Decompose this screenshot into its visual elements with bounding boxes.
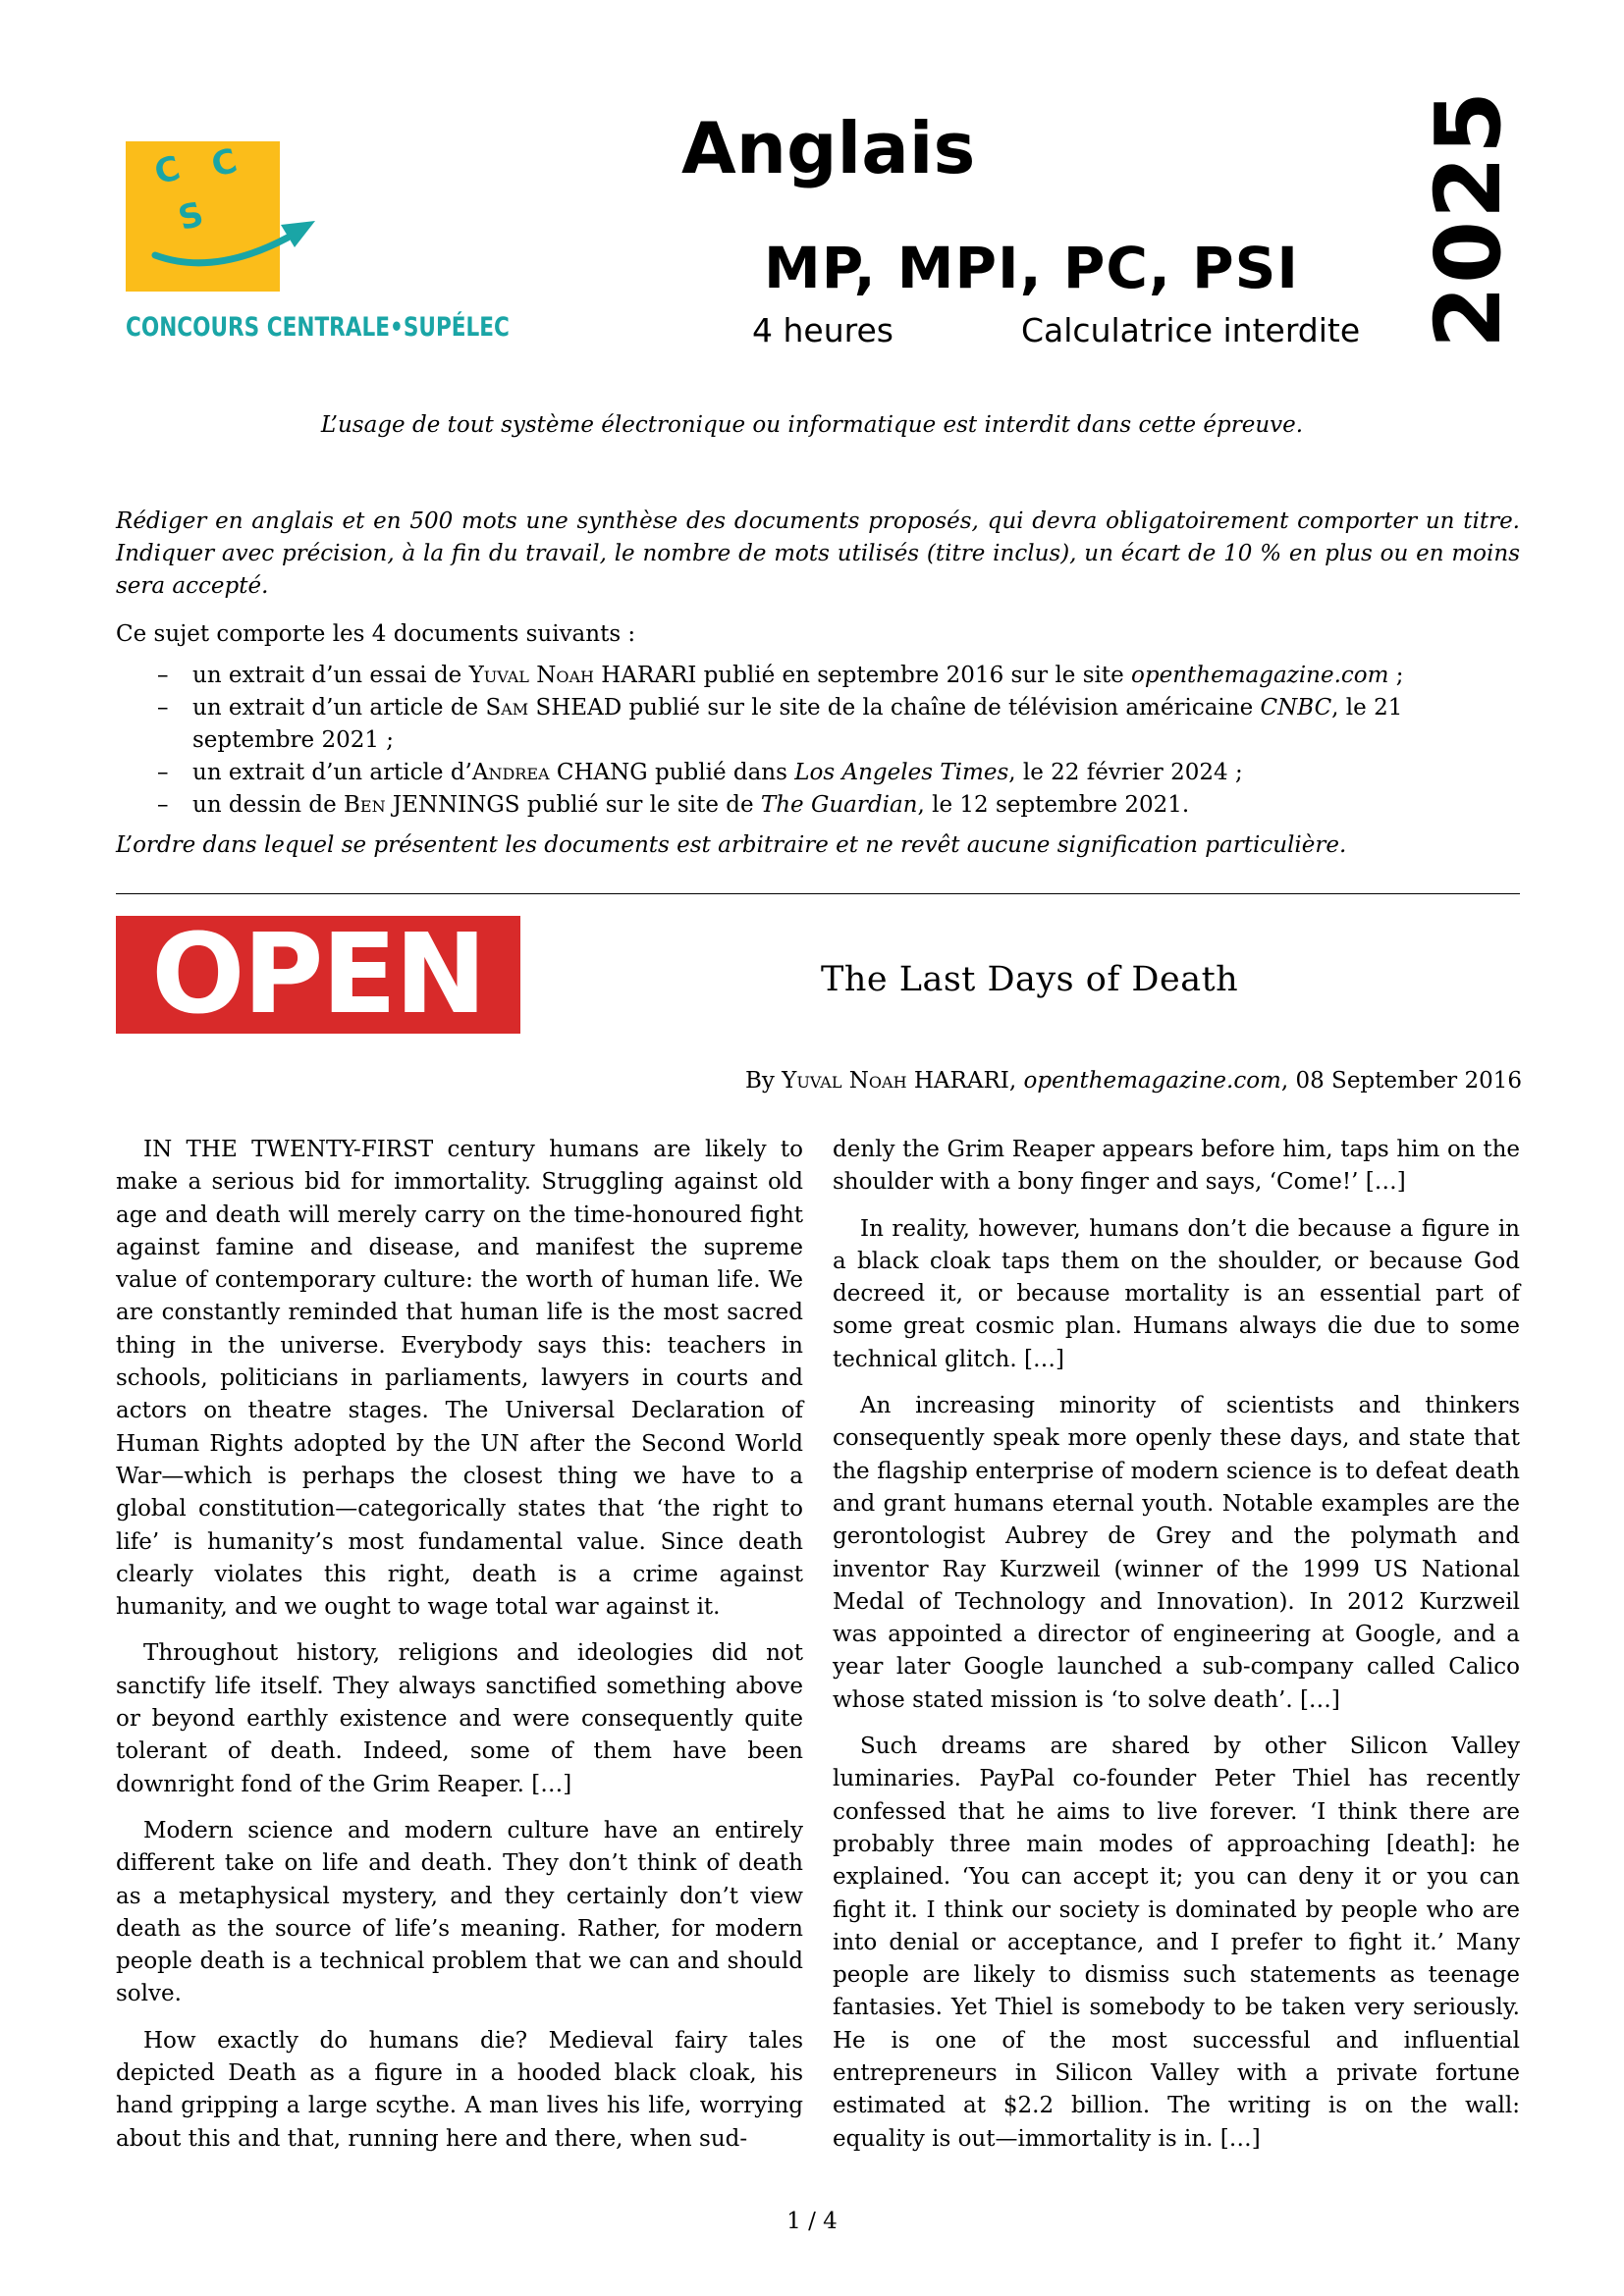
divider	[116, 893, 1520, 894]
article-paragraph: In reality, however, humans don’t die because a figure in a black cloak taps them on the shoulder, or because God decreed it, or because mortality is an essential part of some great cosmic plan. Humans always die due to some technical glitch. […]	[833, 1215, 1520, 1372]
article-paragraph: Throughout history, religions and ideologies did not sanctify life itself. They always sanctified something above or beyond earthly existence and were consequently quite tolerant of death. Indeed, some of them have been downright fond of the Grim Reaper. […]	[116, 1640, 803, 1797]
electronic-notice: L’usage de tout système électronique ou informatique est interdit dans cette épreuve.	[320, 412, 1304, 438]
article-paragraph: denly the Grim Reaper appears before him, taps him on the shoulder with a bony finger and says, ‘Come!’ […]	[833, 1137, 1520, 1196]
filieres: MP, MPI, PC, PSI	[764, 235, 1299, 301]
documents-intro: Ce sujet comporte les 4 documents suivants :	[116, 621, 636, 647]
task-instructions: Rédiger en anglais et en 500 mots une synthèse des documents proposés, qui devra obligatoirement comporter un titre. Indiquer avec précision, à la fin du travail, le nombre de mots utilisés (titre inclus), un écart de 10 % en plus ou en moins sera accepté.	[116, 508, 1520, 599]
article-byline: By Yuval Noah HARARI, openthemagazine.com, 08 September 2016	[744, 1068, 1522, 1094]
logo-letter-c2: C	[207, 140, 242, 186]
calculator-rule: Calculatrice interdite	[1021, 311, 1361, 349]
open-magazine-logo: OPEN	[116, 916, 520, 1034]
article-column-left	[116, 1134, 803, 2169]
logo-letter-s: S	[174, 194, 208, 240]
exam-year: 2025	[1416, 88, 1521, 348]
logo-letter-c1: C	[150, 148, 185, 193]
article-paragraph: An increasing minority of scientists and thinkers consequently speak more openly these days, and state that the flagship enterprise of modern science is to defeat death and grant humans eternal youth. Notable examples are the gerontologist Aubrey de Grey and the polymath and inventor Ray Kurzweil (winner of the 1999 US National Medal of Technology and Innovation). In 2012 Kurzweil was appointed a director of engineering at Google, and a year later Google launched a sub-company called Calico whose stated mission is ‘to solve death’. […]	[833, 1393, 1520, 1713]
article-column-right	[833, 1134, 1520, 2169]
documents-list	[157, 660, 1522, 822]
article-paragraph: Such dreams are shared by other Silicon Valley luminaries. PayPal co-founder Peter Thiel has recently confessed that he aims to live forever. ‘I think there are probably three main modes of approaching [death]: he explained. ‘You can accept it; you can deny it or you can fight it. I think our society is dominated by people who are into denial or acceptance, and I prefer to fight it.’ Many people are likely to dismiss such statements as teenage fantasies. Yet Thiel is somebody to be taken very seriously. He is one of the most successful and influential entrepreneurs in Silicon Valley with a private fortune estimated at $2.2 billion. The writing is on the wall: equality is out—immortality is in. […]	[833, 1734, 1520, 2152]
logo-arrow-head	[281, 221, 315, 247]
duration: 4 heures	[752, 311, 893, 349]
page-number: 1 / 4	[786, 2209, 838, 2234]
article-paragraph: IN THE TWENTY-FIRST century humans are likely to make a serious bid for immortality. Struggling against old age and death will merely carry on the time-honoured fight against famine and disease, and manifest the supreme value of contemporary culture: the worth of human life. We are constantly reminded that human life is the most sacred thing in the universe. Everybody says this: teachers in schools, politicians in parliaments, lawyers in courts and actors on theatre stages. The Universal Declaration of Human Rights adopted by the UN after the Second World War—which is perhaps the closest thing we have to a global constitution—categorically states that ‘the right to life’ is humanity’s most fundamental value. Since death clearly violates this right, death is a crime against humanity, and we ought to wage total war against it.	[116, 1137, 803, 1621]
article-paragraph: Modern science and modern culture have an entirely different take on life and death. They don’t think of death as a metaphysical mystery, and they certainly don’t view death as the source of life’s meaning. Rather, for modern people death is a technical problem that we can and should solve.	[116, 1817, 803, 2007]
article-title: The Last Days of Death	[821, 960, 1239, 999]
subject-title: Anglais	[681, 107, 976, 189]
order-note: L’ordre dans lequel se présentent les documents est arbitraire et ne revêt aucune signification particulière.	[116, 832, 1347, 858]
list-item: – un extrait d’un article d’Andrea CHANG publié dans Los Angeles Times, le 22 février 2024 ;	[157, 760, 1243, 785]
list-item: – un extrait d’un essai de Yuval Noah HARARI publié en septembre 2016 sur le site openthemagazine.com ;	[157, 663, 1404, 688]
logo-text: CONCOURS CENTRALE•SUPÉLEC	[126, 312, 510, 343]
list-item: – un extrait d’un article de Sam SHEAD publié sur le site de la chaîne de télévision américaine CNBC, le 21 septembre 2021 ;	[157, 695, 1403, 753]
list-item: – un dessin de Ben JENNINGS publié sur le site de The Guardian, le 12 septembre 2021.	[157, 792, 1190, 818]
article-paragraph: How exactly do humans die? Medieval fairy tales depicted Death as a figure in a hooded black cloak, his hand gripping a large scythe. A man lives his life, worrying about this and that, running here and there, when sud-	[116, 2027, 803, 2152]
